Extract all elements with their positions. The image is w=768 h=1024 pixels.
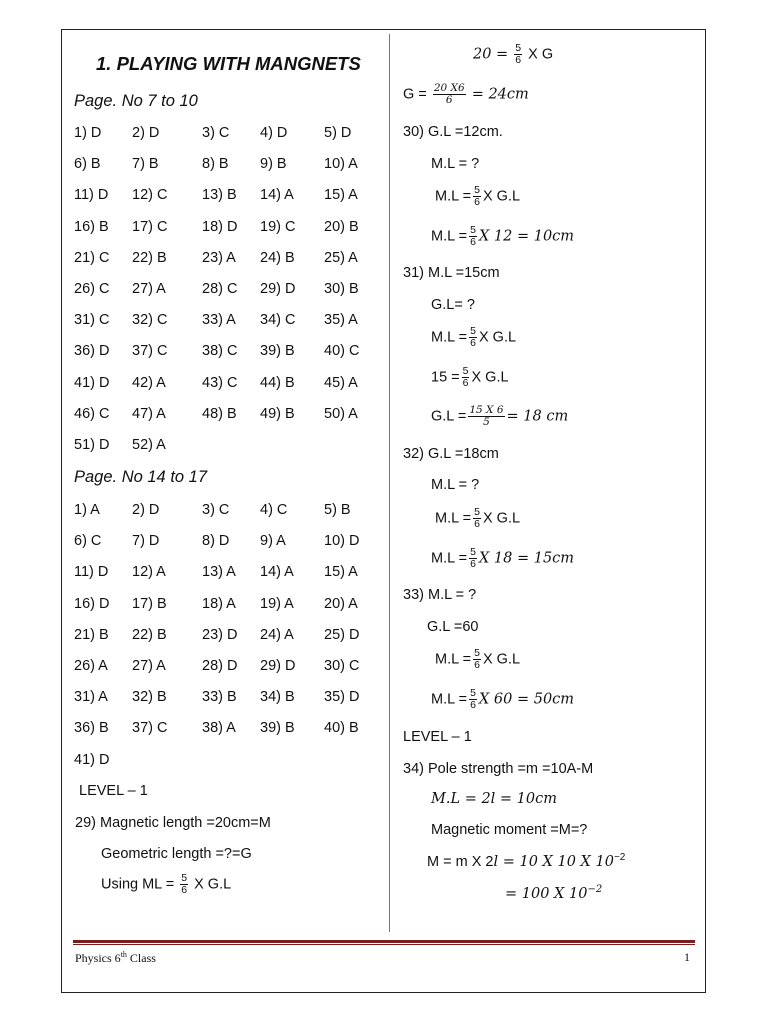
equation-line: M.L = $\frac{5}{6}$ X G.L	[435, 647, 521, 671]
question-31: 31) M.L =15cm	[403, 265, 500, 281]
answer-item: 18) D	[202, 218, 238, 235]
answer-item: 37) C	[132, 720, 168, 737]
geometric-length-line: Geometric length =?=G	[101, 846, 252, 862]
answer-item: 5) D	[324, 125, 352, 141]
equation-line: 20 = $\frac{5}{6}$ X G	[473, 42, 554, 66]
equation-line: M.L = $\frac{5}{6}$ X G.L	[435, 506, 521, 530]
fraction: $\frac{5}{6}$	[470, 546, 476, 570]
answer-item: 44) B	[260, 374, 295, 391]
answer-item: 24) B	[260, 249, 295, 266]
answer-item: 9) B	[260, 156, 287, 173]
answer-item: 5) B	[324, 502, 351, 518]
answer-item: 38) C	[202, 343, 238, 360]
answer-item: 40) C	[324, 343, 360, 360]
answer-item: 17) C	[132, 218, 168, 235]
answer-item: 30) C	[324, 658, 360, 674]
answer-item: 1) D	[74, 125, 102, 141]
answer-item: 3) C	[202, 502, 230, 518]
chapter-title: 1. PLAYING WITH MANGNETS	[96, 53, 361, 74]
answer-item: 12) C	[132, 187, 168, 204]
text-line: M.L = ?	[431, 156, 480, 172]
answer-item: 17) B	[132, 595, 167, 612]
answer-item: 13) A	[202, 564, 236, 581]
answer-item: 20) A	[324, 595, 358, 612]
question-29: 29) Magnetic length =20cm=M	[75, 815, 271, 831]
level-label-right: LEVEL – 1	[403, 729, 472, 745]
answer-item: 35) D	[324, 689, 360, 706]
equation-line: M.L = $\frac{5}{6}$ X G.L	[435, 184, 521, 208]
footer-rule-thin	[73, 944, 695, 945]
answer-item: 46) C	[74, 405, 110, 422]
answer-item: 37) C	[132, 343, 168, 360]
answer-item: 35) A	[324, 312, 358, 329]
answer-item: 30) B	[324, 281, 359, 297]
answer-item: 1) A	[74, 502, 100, 518]
answer-item: 48) B	[202, 405, 237, 422]
answer-item: 38) A	[202, 720, 236, 737]
answer-item: 33) A	[202, 312, 236, 329]
text-line: Magnetic moment =M=?	[431, 822, 588, 838]
answer-item: 29) D	[260, 658, 296, 674]
answer-item: 6) C	[74, 533, 102, 550]
answer-item: 49) B	[260, 405, 295, 422]
answer-item: 11) D	[74, 564, 109, 581]
answer-item: 7) D	[132, 533, 160, 550]
answer-item: 16) B	[74, 218, 109, 235]
question-33: 33) M.L = ?	[403, 587, 477, 603]
answer-item: 41) D	[74, 751, 110, 768]
answer-item: 8) D	[202, 533, 230, 550]
answer-item: 13) B	[202, 187, 237, 204]
answer-item: 28) D	[202, 658, 238, 674]
answer-item: 21) B	[74, 626, 109, 643]
answer-item: 22) B	[132, 249, 167, 266]
answer-item: 7) B	[132, 156, 159, 173]
using-ml-line: Using ML = $\frac{5}{6}$ X G.L	[101, 872, 232, 896]
text-line: M.L = ?	[431, 477, 480, 493]
answer-item: 36) D	[74, 343, 110, 360]
fraction: $\frac{5}{6}$	[470, 325, 476, 349]
answer-item: 4) C	[260, 502, 288, 518]
fraction: $\frac{15 X 6}{5}$	[469, 404, 504, 428]
level-label-left: LEVEL – 1	[79, 783, 148, 799]
fraction: $\frac{5}{6}$	[515, 42, 522, 66]
answer-item: 8) B	[202, 156, 229, 173]
fraction: $\frac{5}{6}$	[181, 872, 188, 896]
answer-item: 3) C	[202, 125, 230, 141]
answer-item: 25) D	[324, 626, 360, 643]
fraction: $\frac{20 X6}{6}$	[433, 82, 465, 106]
answer-item: 45) A	[324, 374, 358, 391]
answer-item: 14) A	[260, 564, 294, 581]
answer-item: 36) B	[74, 720, 109, 737]
question-34: 34) Pole strength =m =10A-M	[403, 761, 594, 777]
column-divider	[389, 34, 390, 932]
section-heading-1: Page. No 7 to 10	[74, 92, 198, 110]
equation-line: M.L = $\frac{5}{6}$ X 18 = 15cm	[431, 546, 575, 570]
answer-item: 24) A	[260, 626, 294, 643]
equation-line: G = $\frac{20 X6}{6}$ = 24cm	[403, 82, 529, 106]
equation-line: G.L = $\frac{15 X 6}{5}$ = 18 cm	[431, 404, 569, 428]
answer-item: 22) B	[132, 626, 167, 643]
answer-item: 23) D	[202, 626, 238, 643]
answer-item: 39) B	[260, 720, 295, 737]
answer-item: 11) D	[74, 187, 109, 204]
answer-item: 26) A	[74, 658, 108, 674]
answer-item: 27) A	[132, 281, 166, 297]
footer-subject: Physics 6th Class	[75, 950, 156, 965]
question-32: 32) G.L =18cm	[403, 446, 499, 462]
answer-item: 51) D	[74, 437, 110, 453]
answer-item: 31) C	[74, 312, 110, 329]
answer-item: 9) A	[260, 533, 286, 550]
answer-item: 15) A	[324, 564, 358, 581]
answer-item: 19) C	[260, 218, 296, 235]
answer-item: 40) B	[324, 720, 359, 737]
equation-line: M.L = 2l = 10cm	[431, 791, 558, 807]
fraction: $\frac{5}{6}$	[474, 184, 480, 208]
answer-item: 12) A	[132, 564, 166, 581]
equation-line: M.L = $\frac{5}{6}$ X 12 = 10cm	[431, 224, 575, 248]
answer-item: 4) D	[260, 125, 288, 141]
answer-item: 43) C	[202, 374, 238, 391]
answer-item: 2) D	[132, 125, 160, 141]
answer-item: 10) D	[324, 533, 360, 550]
answer-item: 42) A	[132, 374, 166, 391]
equation-line: M.L = $\frac{5}{6}$ X 60 = 50cm	[431, 687, 575, 711]
equation-line: M = m X 2l = 10 X 10 X $10^{-2}$	[427, 852, 626, 870]
equation-line: 15 = $\frac{5}{6}$ X G.L	[431, 365, 509, 389]
answer-item: 16) D	[74, 595, 110, 612]
text-line: G.L =60	[427, 619, 479, 635]
fraction: $\frac{5}{6}$	[462, 365, 469, 389]
equation-line: = 100 X $10^{-2}$	[505, 884, 603, 902]
fraction: $\frac{5}{6}$	[474, 506, 480, 530]
question-30: 30) G.L =12cm.	[403, 124, 503, 140]
answer-item: 33) B	[202, 689, 237, 706]
answer-item: 32) B	[132, 689, 167, 706]
answer-item: 31) A	[74, 689, 108, 706]
answer-item: 32) C	[132, 312, 168, 329]
answer-item: 34) C	[260, 312, 296, 329]
page-number: 1	[684, 950, 690, 964]
answer-item: 10) A	[324, 156, 358, 173]
fraction: $\frac{5}{6}$	[470, 687, 476, 711]
answer-item: 50) A	[324, 405, 358, 422]
answer-item: 14) A	[260, 187, 294, 204]
fraction: $\frac{5}{6}$	[474, 647, 480, 671]
answer-item: 29) D	[260, 281, 296, 297]
answer-item: 20) B	[324, 218, 359, 235]
answer-item: 52) A	[132, 437, 166, 453]
answer-item: 2) D	[132, 502, 160, 518]
answer-item: 41) D	[74, 374, 110, 391]
answer-item: 15) A	[324, 187, 358, 204]
equation-line: M.L = $\frac{5}{6}$ X G.L	[431, 325, 517, 349]
section-heading-2: Page. No 14 to 17	[74, 468, 208, 486]
answer-item: 6) B	[74, 156, 101, 173]
answer-item: 28) C	[202, 281, 238, 297]
answer-item: 39) B	[260, 343, 295, 360]
answer-item: 25) A	[324, 249, 358, 266]
answer-item: 23) A	[202, 249, 236, 266]
answer-item: 47) A	[132, 405, 166, 422]
fraction: $\frac{5}{6}$	[470, 224, 476, 248]
answer-item: 27) A	[132, 658, 166, 674]
footer-rule	[73, 940, 695, 943]
answer-item: 19) A	[260, 595, 294, 612]
answer-item: 18) A	[202, 595, 236, 612]
answer-item: 21) C	[74, 249, 110, 266]
text-line: G.L= ?	[431, 297, 475, 313]
answer-item: 34) B	[260, 689, 295, 706]
answer-item: 26) C	[74, 281, 110, 297]
